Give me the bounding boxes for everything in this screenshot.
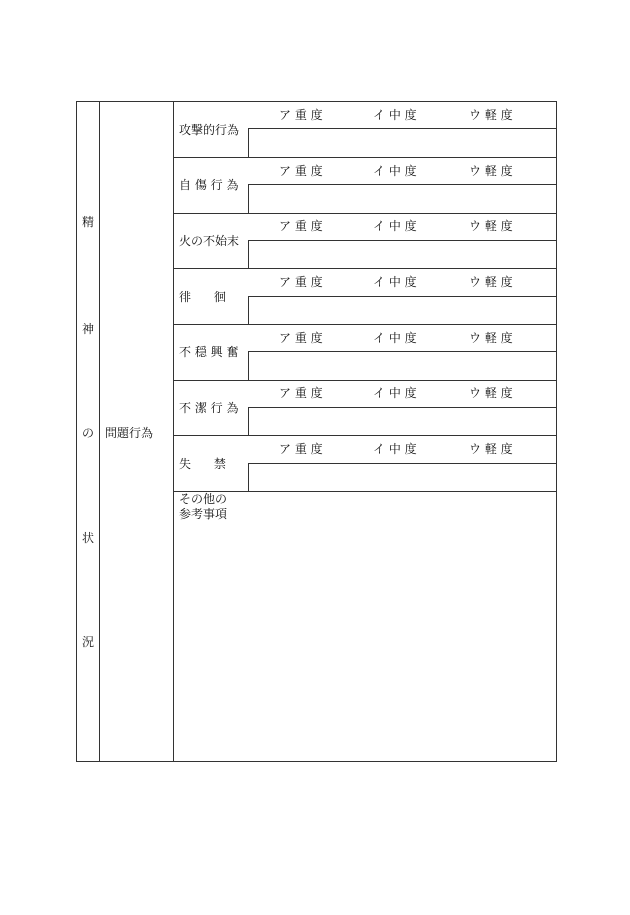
section-title-char: 神 — [81, 322, 94, 336]
other-notes-area[interactable] — [174, 492, 556, 761]
other-notes-label-line2: 参考事項 — [179, 507, 228, 521]
option-mild: ウ 軽 度 — [469, 386, 513, 400]
option-moderate: イ 中 度 — [373, 331, 417, 345]
row-divider-v — [248, 296, 249, 324]
option-mild: ウ 軽 度 — [469, 275, 513, 289]
inner-separator — [248, 240, 557, 241]
other-notes-label-line1: その他の — [179, 492, 228, 506]
row-divider-v — [248, 407, 249, 435]
option-severe: ア 重 度 — [279, 108, 323, 122]
option-mild: ウ 軽 度 — [469, 219, 513, 233]
row-label: 失 禁 — [179, 457, 226, 471]
option-severe: ア 重 度 — [279, 386, 323, 400]
inner-separator — [248, 463, 557, 464]
option-moderate: イ 中 度 — [373, 164, 417, 178]
section-title-char: 状 — [81, 531, 94, 545]
option-severe: ア 重 度 — [279, 164, 323, 178]
row-divider-v — [248, 128, 249, 157]
option-mild: ウ 軽 度 — [469, 108, 513, 122]
row-separator — [173, 157, 557, 158]
inner-separator — [248, 296, 557, 297]
row-separator — [173, 435, 557, 436]
table-right-border — [556, 101, 557, 762]
option-severe: ア 重 度 — [279, 219, 323, 233]
group-label: 問題行為 — [105, 426, 154, 440]
option-moderate: イ 中 度 — [373, 386, 417, 400]
option-mild: ウ 軽 度 — [469, 442, 513, 456]
row-label: 自 傷 行 為 — [179, 178, 239, 192]
row-separator — [173, 324, 557, 325]
option-moderate: イ 中 度 — [373, 275, 417, 289]
option-moderate: イ 中 度 — [373, 219, 417, 233]
row-separator — [173, 268, 557, 269]
table-top-border — [76, 101, 557, 102]
option-mild: ウ 軽 度 — [469, 164, 513, 178]
row-divider-v — [248, 184, 249, 213]
option-mild: ウ 軽 度 — [469, 331, 513, 345]
row-label: 不 潔 行 為 — [179, 401, 239, 415]
inner-separator — [248, 351, 557, 352]
row-label: 火の不始末 — [179, 234, 240, 248]
row-label: 不 穏 興 奮 — [179, 345, 239, 359]
option-severe: ア 重 度 — [279, 442, 323, 456]
option-moderate: イ 中 度 — [373, 442, 417, 456]
option-moderate: イ 中 度 — [373, 108, 417, 122]
inner-separator — [248, 128, 557, 129]
inner-separator — [248, 184, 557, 185]
section-title-char: 況 — [81, 635, 94, 649]
row-divider-v — [248, 351, 249, 380]
option-severe: ア 重 度 — [279, 331, 323, 345]
row-label: 徘 徊 — [179, 290, 226, 304]
section-title-char: の — [81, 426, 94, 440]
column-divider-1 — [99, 101, 100, 762]
row-separator — [173, 380, 557, 381]
row-separator — [173, 213, 557, 214]
table-bottom-border — [76, 761, 557, 762]
section-title-char: 精 — [81, 215, 94, 229]
row-divider-v — [248, 463, 249, 491]
row-label: 攻撃的行為 — [179, 123, 240, 137]
option-severe: ア 重 度 — [279, 275, 323, 289]
row-divider-v — [248, 240, 249, 268]
inner-separator — [248, 407, 557, 408]
